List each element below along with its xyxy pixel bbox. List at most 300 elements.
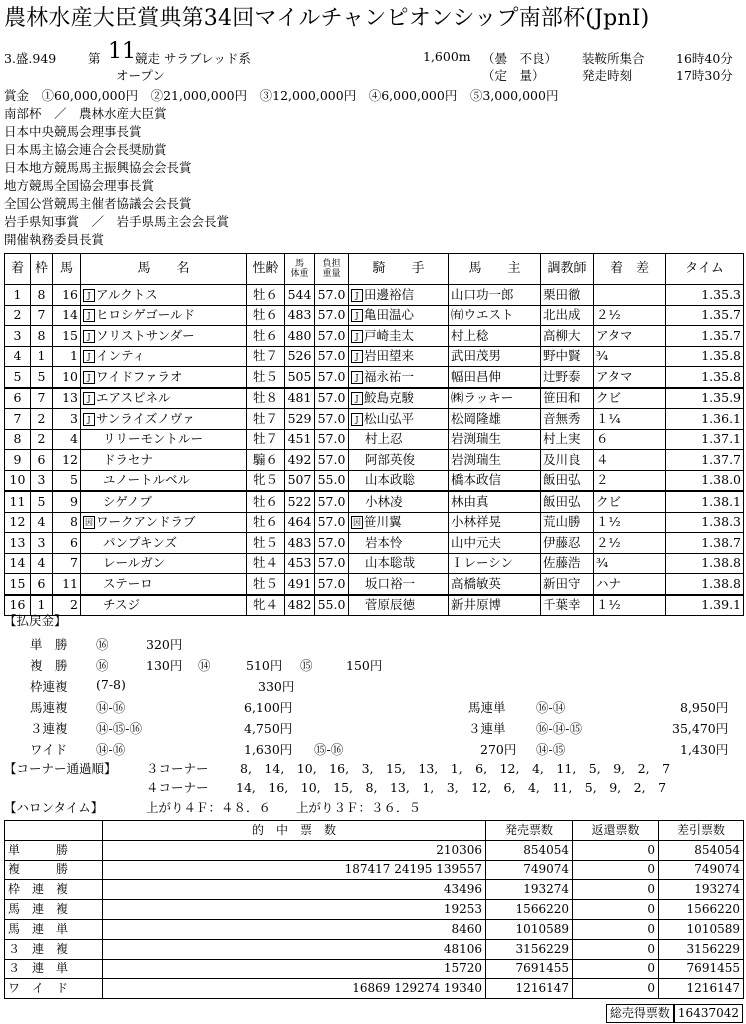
muster-label: 装鞍所集合	[582, 51, 645, 66]
frame-cell: 3	[31, 470, 53, 491]
trainer-cell: 荒山勝	[541, 512, 594, 533]
margin-cell: ２	[594, 470, 666, 491]
horse-no-cell: 8	[53, 512, 81, 533]
jockey-name: 田邊裕信	[364, 286, 415, 302]
horse-name: レールガン	[103, 555, 166, 571]
horse-name: チスジ	[103, 597, 141, 613]
corners-header: 【コーナー通過順】	[4, 761, 117, 776]
horse-no-cell: 14	[53, 305, 81, 326]
vote-refund: 0	[573, 919, 659, 939]
furlong-header: 【ハロンタイム】	[4, 800, 104, 815]
wide-amount: 1,430円	[680, 742, 729, 757]
award-line: 開催執務委員長賞	[4, 232, 105, 247]
trifecta-amount: 35,470円	[672, 721, 729, 736]
trainer-cell: 野中賢	[541, 346, 594, 367]
horse-no-cell: 13	[53, 388, 81, 409]
jockey-name: 坂口裕一	[365, 575, 416, 591]
burden-cell: 57.0	[315, 346, 349, 367]
vote-hit: 210306	[103, 840, 486, 860]
col-owner: 馬 主	[449, 254, 541, 285]
body-weight-cell: 522	[285, 491, 315, 512]
vote-net: 749074	[659, 860, 744, 880]
table-row	[5, 409, 744, 430]
table-row	[5, 450, 744, 471]
body-weight-cell: 482	[285, 595, 315, 616]
trio-label: ３連複	[30, 721, 68, 736]
wide-number: ⑭-⑮	[536, 742, 566, 757]
owner-cell: 村上稔	[449, 326, 541, 347]
trainer-cell: 笹田和	[541, 388, 594, 409]
table-row	[5, 512, 744, 533]
sex-age-cell: 牡５	[247, 367, 285, 388]
body-weight-cell: 480	[285, 326, 315, 347]
sex-age-cell: 牡６	[247, 326, 285, 347]
order-cell: 15	[5, 574, 31, 595]
body-weight-cell: 526	[285, 346, 315, 367]
time-cell: 1.38.3	[666, 512, 744, 533]
table-row	[5, 553, 744, 574]
order-cell: 10	[5, 470, 31, 491]
jockey-name: 亀田温心	[364, 307, 415, 323]
horse-no-cell: 9	[53, 491, 81, 512]
horse-no-cell: 3	[53, 409, 81, 430]
horse-no-cell: 12	[53, 450, 81, 471]
trainer-cell: 佐藤浩	[541, 553, 594, 574]
sex-age-cell: 牡６	[247, 285, 285, 306]
margin-cell: ハナ	[594, 574, 666, 595]
affiliation-mark: 因	[85, 518, 93, 528]
place-number: ⑯	[96, 658, 109, 673]
page-title: 農林水産大臣賞典第34回マイルチャンピオンシップ南部杯(JpnⅠ)	[4, 6, 650, 31]
time-cell: 1.35.7	[666, 305, 744, 326]
jockey-name: 村上忍	[365, 431, 403, 447]
owner-cell: 松岡隆雄	[449, 409, 541, 430]
trainer-cell: 千葉幸	[541, 595, 594, 616]
award-line: 日本馬主協会連合会長奨励賞	[4, 142, 167, 157]
vote-refund: 0	[573, 959, 659, 979]
affiliation-mark: J	[351, 330, 363, 343]
owner-cell: 高橋敏英	[449, 574, 541, 595]
wide-amount: 270円	[480, 742, 517, 757]
jockey-name: 戸崎圭太	[364, 327, 415, 343]
votes-col-net: 差引票数	[659, 821, 744, 841]
affiliation-mark: J	[83, 350, 95, 363]
owner-cell: Ｉレーシン	[449, 553, 541, 574]
affiliation-mark: J	[83, 413, 95, 426]
wakuren-number: (7-8)	[96, 677, 126, 692]
order-cell: 16	[5, 595, 31, 616]
vote-net: 1216147	[659, 979, 744, 999]
sex-age-cell: 牡６	[247, 512, 285, 533]
wide-number: ⑮-⑯	[314, 742, 344, 757]
body-weight-cell: 451	[285, 429, 315, 450]
owner-cell: ㈱ラッキー	[449, 388, 541, 409]
frame-cell: 6	[31, 574, 53, 595]
corner4-label: ４コーナー	[146, 780, 209, 795]
affiliation-mark: J	[351, 289, 363, 302]
sex-age-cell: 牡７	[247, 429, 285, 450]
margin-cell: ４	[594, 450, 666, 471]
sex-age-cell: 騸６	[247, 450, 285, 471]
trifecta-number: ⑯-⑭-⑮	[536, 721, 582, 736]
trainer-cell: 伊藤忍	[541, 533, 594, 554]
trainer-cell: 飯田弘	[541, 470, 594, 491]
order-cell: 4	[5, 346, 31, 367]
vote-sold: 3156229	[486, 939, 573, 959]
owner-cell: 林由真	[449, 491, 541, 512]
jockey-name: 小林凌	[365, 493, 403, 509]
trio-amount: 4,750円	[244, 721, 293, 736]
votes-table	[4, 820, 744, 999]
horse-name-cell	[81, 367, 247, 388]
affiliation-mark: J	[351, 371, 363, 384]
award-line: 南部杯 ／ 農林水産大臣賞	[4, 106, 167, 121]
vote-sold: 193274	[486, 880, 573, 900]
owner-cell: 岩渕瑞生	[449, 450, 541, 471]
frame-cell: 6	[31, 450, 53, 471]
table-row	[5, 979, 744, 999]
jockey-name: 松山弘平	[364, 410, 415, 426]
table-row	[5, 429, 744, 450]
horse-name-cell	[81, 595, 247, 616]
affiliation-mark: J	[83, 309, 95, 322]
table-row	[5, 900, 744, 920]
table-row	[5, 880, 744, 900]
jockey-cell	[349, 470, 449, 491]
table-row	[5, 860, 744, 880]
award-line: 日本中央競馬会理事長賞	[4, 124, 142, 139]
place-amount: 130円	[146, 658, 183, 673]
col-horse-no: 馬	[53, 254, 81, 285]
trainer-cell: 飯田弘	[541, 491, 594, 512]
vote-hit: 187417 24195 139557	[103, 860, 486, 880]
frame-cell: 5	[31, 491, 53, 512]
jockey-cell	[349, 326, 449, 347]
margin-cell: ¾	[594, 553, 666, 574]
burden-cell: 57.0	[315, 491, 349, 512]
horse-name: シゲノブ	[103, 493, 152, 509]
col-horse-name: 馬 名	[81, 254, 247, 285]
trainer-cell: 及川良	[541, 450, 594, 471]
wakuren-label: 枠連複	[30, 679, 68, 694]
total-sales: 総売得票数 16437042	[606, 1004, 743, 1023]
burden-cell: 55.0	[315, 595, 349, 616]
horse-name-cell	[81, 533, 247, 554]
wide-amount: 1,630円	[244, 742, 293, 757]
order-cell: 12	[5, 512, 31, 533]
margin-cell: ２½	[594, 533, 666, 554]
col-trainer: 調教師	[541, 254, 594, 285]
corner3-label: ３コーナー	[146, 761, 209, 776]
margin-cell: １¼	[594, 409, 666, 430]
corner3-order: 8, 14, 10, 16, 3, 15, 13, 1, 6, 12, 4, 11, 5, 9, 2, 7	[240, 761, 671, 776]
wide-label: ワイド	[30, 742, 68, 757]
table-row	[5, 305, 744, 326]
frame-cell: 3	[31, 533, 53, 554]
race-type: 競走 サラブレッド系	[135, 51, 251, 66]
horse-name-cell	[81, 305, 247, 326]
horse-name-cell	[81, 388, 247, 409]
horse-no-cell: 16	[53, 285, 81, 306]
sex-age-cell: 牡７	[247, 409, 285, 430]
vote-type: 複 勝	[5, 860, 103, 880]
race-number: 11	[108, 39, 136, 64]
table-row	[5, 919, 744, 939]
umaren-number: ⑭-⑯	[96, 700, 126, 715]
horse-name-cell	[81, 285, 247, 306]
win-number: ⑯	[96, 637, 109, 652]
body-weight-cell: 505	[285, 367, 315, 388]
affiliation-mark: J	[83, 289, 95, 302]
body-weight-cell: 453	[285, 553, 315, 574]
table-row	[5, 533, 744, 554]
votes-col-refund: 返還票数	[573, 821, 659, 841]
wide-number: ⑭-⑯	[96, 742, 126, 757]
horse-name: ヒロシゲゴールド	[96, 307, 196, 323]
jockey-cell	[349, 305, 449, 326]
table-row	[5, 959, 744, 979]
margin-cell: ６	[594, 429, 666, 450]
order-cell: 8	[5, 429, 31, 450]
table-row	[5, 388, 744, 409]
horse-no-cell: 15	[53, 326, 81, 347]
jockey-cell	[349, 429, 449, 450]
muster-time: 16時40分	[676, 51, 733, 66]
margin-cell: ¾	[594, 346, 666, 367]
owner-cell: 岩渕瑞生	[449, 429, 541, 450]
horse-name-cell	[81, 326, 247, 347]
horse-name: エアスピネル	[96, 390, 171, 406]
owner-cell: 武田茂男	[449, 346, 541, 367]
sex-age-cell: 牡６	[247, 491, 285, 512]
umatan-amount: 8,950円	[680, 700, 729, 715]
affiliation-mark: J	[351, 309, 363, 322]
jockey-name: 福永祐一	[364, 368, 415, 384]
vote-hit: 48106	[103, 939, 486, 959]
frame-cell: 7	[31, 388, 53, 409]
owner-cell: 橋本政信	[449, 470, 541, 491]
vote-refund: 0	[573, 979, 659, 999]
col-order: 着	[5, 254, 31, 285]
margin-cell: ２½	[594, 305, 666, 326]
wakuren-amount: 330円	[258, 679, 295, 694]
race-class: オープン	[116, 68, 165, 83]
margin-cell: アタマ	[594, 367, 666, 388]
horse-name: サンライズノヴァ	[96, 410, 195, 426]
affiliation-mark: J	[83, 371, 95, 384]
jockey-name: 岩本怜	[365, 534, 403, 550]
order-cell: 2	[5, 305, 31, 326]
jockey-cell	[349, 533, 449, 554]
win-label: 単 勝	[30, 637, 68, 652]
jockey-cell	[349, 491, 449, 512]
burden-cell: 57.0	[315, 533, 349, 554]
jockey-cell	[349, 595, 449, 616]
vote-net: 854054	[659, 840, 744, 860]
margin-cell	[594, 285, 666, 306]
affiliation-mark: 因	[353, 518, 361, 528]
burden-cell: 57.0	[315, 450, 349, 471]
horse-name-cell	[81, 409, 247, 430]
time-cell: 1.35.3	[666, 285, 744, 306]
jockey-name: 阿部英俊	[365, 451, 416, 467]
jockey-cell	[349, 512, 449, 533]
jockey-name: 菅原辰徳	[365, 597, 416, 613]
burden-cell: 57.0	[315, 429, 349, 450]
place-amount: 150円	[346, 658, 383, 673]
order-cell: 6	[5, 388, 31, 409]
body-weight-cell: 491	[285, 574, 315, 595]
order-cell: 14	[5, 553, 31, 574]
time-cell: 1.35.8	[666, 346, 744, 367]
affiliation-mark: J	[351, 350, 363, 363]
owner-cell: 幅田昌伸	[449, 367, 541, 388]
table-row	[5, 346, 744, 367]
affiliation-mark: J	[351, 413, 363, 426]
frame-cell: 1	[31, 595, 53, 616]
horse-name: パンプキンズ	[103, 534, 178, 550]
horse-name: ワイドファラオ	[96, 368, 183, 384]
results-table	[4, 253, 744, 616]
body-weight-cell: 483	[285, 305, 315, 326]
col-burden: 負担 重量	[315, 254, 349, 285]
owner-cell: 山中元夫	[449, 533, 541, 554]
vote-hit: 8460	[103, 919, 486, 939]
trainer-cell: 辻野泰	[541, 367, 594, 388]
weight-rule: （定 量）	[482, 68, 545, 83]
horse-name-cell	[81, 553, 247, 574]
place-number: ⑮	[300, 658, 313, 673]
burden-cell: 57.0	[315, 305, 349, 326]
trainer-cell: 村上実	[541, 429, 594, 450]
sex-age-cell: 牡４	[247, 553, 285, 574]
time-cell: 1.38.7	[666, 533, 744, 554]
trifecta-label: ３連単	[468, 721, 506, 736]
horse-no-cell: 6	[53, 533, 81, 554]
table-row	[5, 326, 744, 347]
vote-sold: 1216147	[486, 979, 573, 999]
vote-type: 馬 連 複	[5, 900, 103, 920]
vote-net: 1010589	[659, 919, 744, 939]
time-cell: 1.35.9	[666, 388, 744, 409]
jockey-cell	[349, 285, 449, 306]
race-prefix: 第	[88, 51, 101, 66]
affiliation-mark: J	[351, 392, 363, 405]
trainer-cell: 北出成	[541, 305, 594, 326]
margin-cell: クビ	[594, 388, 666, 409]
furlong-times: 上がり４Ｆ：４８．６ 上がり３Ｆ：３６．５	[146, 800, 422, 815]
trio-number: ⑭-⑮-⑯	[96, 721, 142, 736]
burden-cell: 57.0	[315, 326, 349, 347]
horse-name: リリーモントルー	[103, 431, 204, 447]
owner-cell: 小林祥晃	[449, 512, 541, 533]
time-cell: 1.35.7	[666, 326, 744, 347]
vote-sold: 1566220	[486, 900, 573, 920]
owner-cell: 新井原博	[449, 595, 541, 616]
jockey-cell	[349, 346, 449, 367]
margin-cell: クビ	[594, 491, 666, 512]
vote-sold: 749074	[486, 860, 573, 880]
place-label: 複 勝	[30, 658, 68, 673]
vote-hit: 43496	[103, 880, 486, 900]
order-cell: 3	[5, 326, 31, 347]
horse-no-cell: 1	[53, 346, 81, 367]
time-cell: 1.38.0	[666, 470, 744, 491]
horse-name: ソリストサンダー	[96, 327, 195, 343]
jockey-name: 笹川翼	[364, 514, 402, 530]
vote-hit: 19253	[103, 900, 486, 920]
votes-col-hit: 的 中 票 数	[103, 821, 486, 841]
trainer-cell: 栗田徹	[541, 285, 594, 306]
order-cell: 1	[5, 285, 31, 306]
sex-age-cell: 牡８	[247, 388, 285, 409]
table-row	[5, 285, 744, 306]
owner-cell: 山口功一郎	[449, 285, 541, 306]
order-cell: 7	[5, 409, 31, 430]
horse-name: ステーロ	[103, 575, 153, 591]
burden-cell: 57.0	[315, 388, 349, 409]
place-amount: 510円	[246, 658, 283, 673]
table-row	[5, 840, 744, 860]
time-cell: 1.36.1	[666, 409, 744, 430]
burden-cell: 57.0	[315, 409, 349, 430]
umaren-label: 馬連複	[30, 700, 68, 715]
margin-cell: １½	[594, 595, 666, 616]
umaren-amount: 6,100円	[244, 700, 293, 715]
vote-hit: 15720	[103, 959, 486, 979]
sex-age-cell: 牡５	[247, 574, 285, 595]
jockey-name: 岩田望来	[364, 348, 415, 364]
burden-cell: 55.0	[315, 470, 349, 491]
vote-refund: 0	[573, 840, 659, 860]
jockey-name: 山本政聡	[365, 472, 416, 488]
vote-refund: 0	[573, 860, 659, 880]
time-cell: 1.37.7	[666, 450, 744, 471]
award-line: 日本地方競馬馬主振興協会会長賞	[4, 160, 192, 175]
vote-sold: 854054	[486, 840, 573, 860]
horse-name: ドラセナ	[103, 451, 154, 467]
col-time: タイム	[666, 254, 744, 285]
order-cell: 13	[5, 533, 31, 554]
jockey-cell	[349, 450, 449, 471]
owner-cell: ㈲ウエスト	[449, 305, 541, 326]
prize-money: 賞金 ①60,000,000円 ②21,000,000円 ③12,000,000円 ④6,000,000円 ⑤3,000,000円	[4, 88, 559, 103]
vote-net: 193274	[659, 880, 744, 900]
jockey-cell	[349, 388, 449, 409]
horse-no-cell: 7	[53, 553, 81, 574]
affiliation-mark: J	[83, 392, 95, 405]
trainer-cell: 高柳大	[541, 326, 594, 347]
margin-cell: １½	[594, 512, 666, 533]
table-row	[5, 574, 744, 595]
horse-no-cell: 11	[53, 574, 81, 595]
table-row	[5, 939, 744, 959]
horse-name-cell	[81, 346, 247, 367]
col-body-weight: 馬 体重	[285, 254, 315, 285]
col-jockey: 騎 手	[349, 254, 449, 285]
horse-name: ワークアンドラブ	[96, 514, 196, 530]
vote-sold: 1010589	[486, 919, 573, 939]
vote-type: ３ 連 単	[5, 959, 103, 979]
vote-type: 馬 連 単	[5, 919, 103, 939]
race-code: 3.盛.949	[4, 51, 57, 66]
table-row	[5, 491, 744, 512]
burden-cell: 57.0	[315, 574, 349, 595]
vote-type: ３ 連 複	[5, 939, 103, 959]
vote-sold: 7691455	[486, 959, 573, 979]
horse-name-cell	[81, 512, 247, 533]
horse-no-cell: 10	[53, 367, 81, 388]
